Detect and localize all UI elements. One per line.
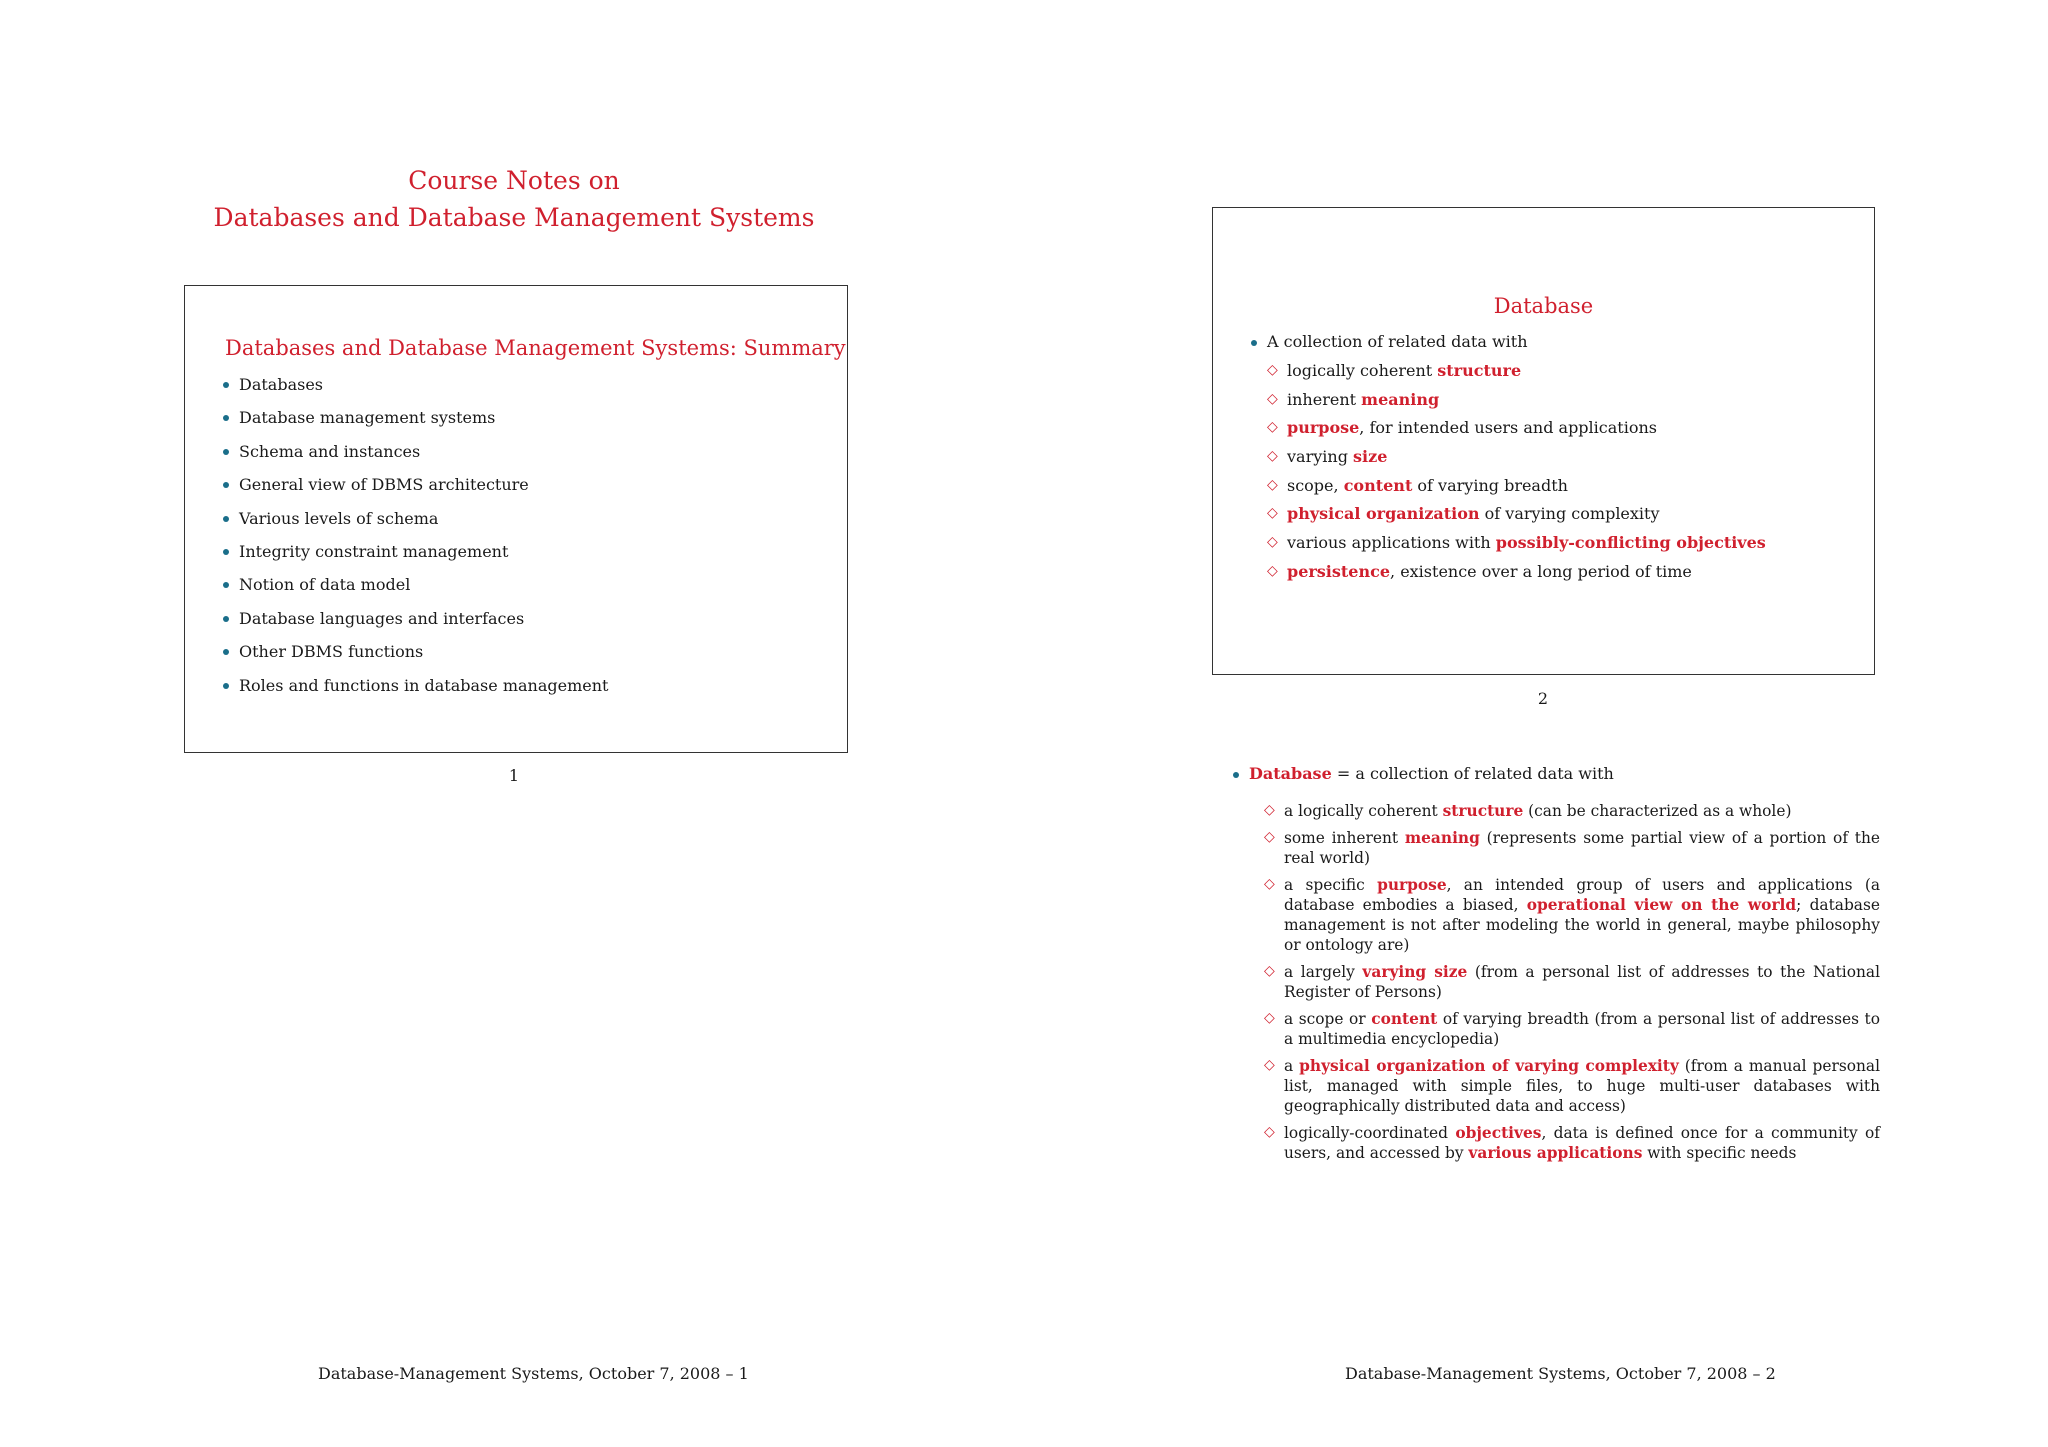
list-item: Schema and instances — [221, 441, 608, 474]
list-item: ◇ various applications with possibly-conflicting objectives — [1267, 532, 1766, 561]
list-item: Notion of data model — [221, 574, 608, 607]
database-properties-list — [1267, 360, 1766, 590]
page-number-2: 2 — [1537, 689, 1549, 708]
list-item: General view of DBMS architecture — [221, 474, 608, 507]
list-item: ◇ physical organization of varying complexity — [1267, 503, 1766, 532]
list-item: ◇ a physical organization of varying complexity (from a manual personal list, managed with simple files, to huge multi-user databases with geographically distributed data and access) — [1264, 1056, 1880, 1116]
notes-list — [1264, 801, 1880, 1170]
list-item: ◇ logically-coordinated objectives, data is defined once for a community of users, and accessed by various applications with specific needs — [1264, 1123, 1880, 1163]
list-item: Database management systems — [221, 407, 608, 440]
list-item: ◇ purpose, for intended users and applications — [1267, 417, 1766, 446]
list-item: ◇ logically coherent structure — [1267, 360, 1766, 389]
course-title-line1: Course Notes on — [408, 166, 620, 195]
page-number-1: 1 — [508, 766, 520, 785]
course-title — [150, 162, 878, 236]
list-item: Roles and functions in database management — [221, 675, 608, 708]
footer-1: Database-Management Systems, October 7, 2008 – 1 — [318, 1364, 749, 1383]
list-item: ◇ a largely varying size (from a personal list of addresses to the National Register of Persons) — [1264, 962, 1880, 1002]
list-item: Databases — [221, 374, 608, 407]
course-title-line2: Databases and Database Management Systems — [213, 203, 815, 232]
footer-2: Database-Management Systems, October 7, 2008 – 2 — [1345, 1364, 1776, 1383]
slide-2-lead: A collection of related data with — [1249, 332, 1528, 351]
list-item: ◇ some inherent meaning (represents some partial view of a portion of the real world) — [1264, 828, 1880, 868]
slide-1 — [184, 285, 848, 753]
list-item: Integrity constraint management — [221, 541, 608, 574]
list-item: ◇ persistence, existence over a long period of time — [1267, 561, 1766, 590]
notes-lead: Database = a collection of related data with — [1231, 764, 1614, 783]
summary-list — [221, 374, 608, 708]
slide-2 — [1212, 207, 1875, 675]
slide-2-title: Database — [1493, 294, 1594, 318]
list-item: ◇ varying size — [1267, 446, 1766, 475]
list-item: ◇ a logically coherent structure (can be characterized as a whole) — [1264, 801, 1880, 821]
slide-1-title: Databases and Database Management Systems: Summary — [225, 336, 846, 360]
list-item: Database languages and interfaces — [221, 608, 608, 641]
list-item: ◇ a specific purpose, an intended group of users and applications (a database embodies a biased, operational view on the world; database management is not after modeling the world in general, maybe philosophy or ontology are) — [1264, 875, 1880, 955]
list-item: ◇ a scope or content of varying breadth (from a personal list of addresses to a multimedia encyclopedia) — [1264, 1009, 1880, 1049]
list-item: Other DBMS functions — [221, 641, 608, 674]
list-item: ◇ inherent meaning — [1267, 389, 1766, 418]
list-item: Various levels of schema — [221, 508, 608, 541]
list-item: ◇ scope, content of varying breadth — [1267, 475, 1766, 504]
